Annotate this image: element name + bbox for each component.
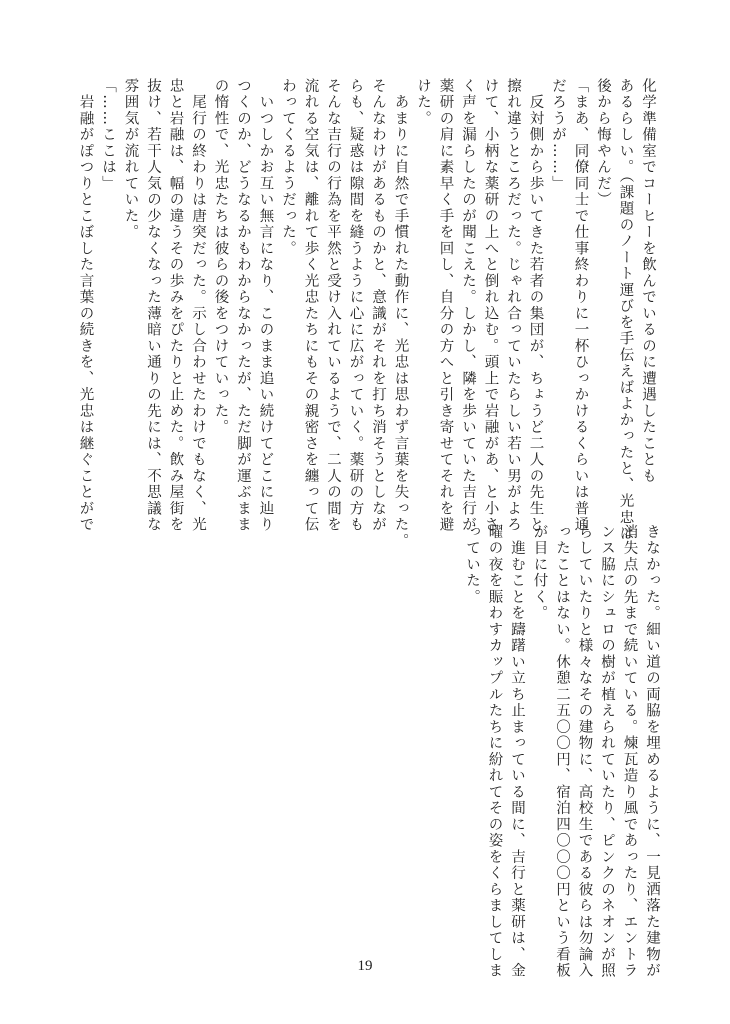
text-line: 忠と岩融は、幅の違うその歩みをぴたりと止めた。飲み屋街を [167,78,184,533]
text-line: あまりに自然で手慣れた動作に、光忠は思わず言葉を失った。 [392,78,409,550]
text-line: けて、小柄な薬研の上へと倒れ込む。頭上で岩融があ、と小さ [482,78,499,533]
text-line: らしていたりと様々なその建物に、高校生である彼らは勿論入 [576,524,593,979]
text-line: が目に付く。 [531,524,548,622]
text-line: の惰性で、光忠たちは彼らの後をつけていった。 [212,78,229,436]
text-line: 雰囲気が流れていた。 [122,78,139,241]
text-line: 「……ここは」 [100,78,116,192]
text-line: 進むことを躊躇い立ち止まっている間に、吉行と薬研は、金 [509,524,525,979]
text-line: 抜け、若干人気の少なくなった薄暗い通りの先には、不思議な [145,78,161,533]
text-line: 後から悔やんだ） [595,78,611,208]
text-line: 反対側から歩いてきた若者の集団が、ちょうど二人の先生と [527,78,544,533]
text-line: いつしかお互い無言になり、このまま追い続けてどこに辿り [257,78,274,533]
text-line: そんなわけがあるものかと、意識がそれを打ち消そうとしなが [370,78,386,533]
text-line: きなかった。細い道の両脇を埋めるように、一見洒落た建物が [644,524,660,979]
page-number: 19 [357,958,373,974]
text-line: ったことはない。休憩二五〇〇円、宿泊四〇〇〇円という看板 [554,524,570,979]
text-line: 擦れ違うところだった。じゃれ合っていたらしい若い男がよろ [505,78,521,533]
text-line: っていた。 [464,524,480,606]
text-line: 尾行の終わりは唐突だった。示し合わせたわけでもなく、光 [190,78,206,533]
text-line: らも、疑惑は隙間を縫うように心に広がっていく。薬研の方も [347,78,364,533]
text-line: つくのか、どうなるかもわからなかったが、ただ脚が運ぶまま [235,78,251,533]
text-line: 曜の夜を賑わすカップルたちに紛れてその姿をくらましてしま [486,524,503,979]
text-line: 岩融がぽつりとこぼした言葉の続きを、光忠は継ぐことがで [77,78,94,533]
text-block-upper [74,78,659,550]
text-line: だろうが……」 [550,78,566,192]
text-line: ンス脇にシュロの樹が植えられていたり、ピンクのネオンが照 [599,524,615,979]
text-block-lower [461,524,664,979]
text-line: 化学準備室でコーヒーを飲んでいるのに遭遇したことも [640,78,656,485]
text-line: けた。 [415,78,431,127]
text-line: わってくるようだった。 [280,78,296,257]
text-line: あるらしい。（課題のノート運びを手伝えばよかったと、光忠は [617,78,634,542]
text-line: そんな吉行の行為を平然と受け入れているようで、二人の間を [325,78,341,533]
text-line: 「まあ、同僚同士で仕事終わりに一杯ひっかけるくらいは普通 [572,78,589,533]
text-line: く声を漏らしたのが聞こえた。しかし、隣を歩いていた吉行が [460,78,476,533]
text-line: 流れる空気は、離れて歩く光忠たちにもその親密さを纏って伝 [302,78,319,533]
text-line: 薬研の肩に素早く手を回し、自分の方へと引き寄せてそれを避 [437,78,454,533]
text-line: 消失点の先まで続いている。煉瓦造り風であったり、エントラ [621,524,638,979]
